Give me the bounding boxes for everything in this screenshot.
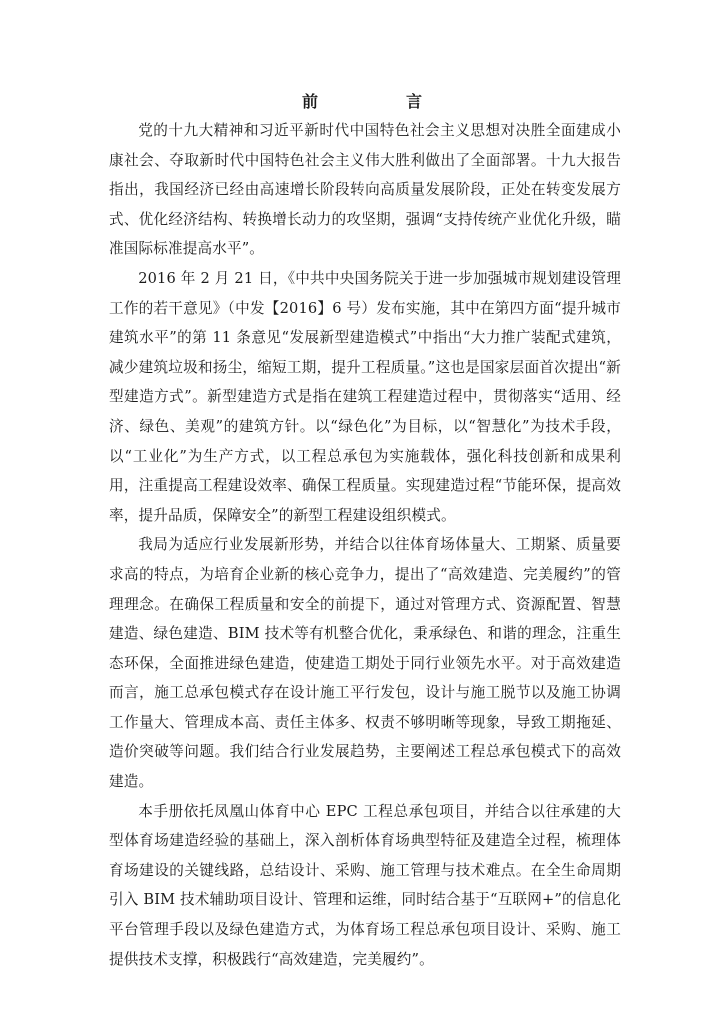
paragraph: 本手册依托凤凰山体育中心 EPC 工程总承包项目，并结合以往承建的大型体育场建造经验的基础上，深入剖析体育场典型特征及建造全过程，梳理体育场建设的关键线路，总结设计、采购、施工管理与技术难点。在全生命周期引入 BIM 技术辅助项目设计、管理和运维，同时结合基于“互联网+”的信息化平台管理手段以及绿色建造方式，为体育场工程总承包项目设计、采购、施工提供技术支撑，积极践行“高效建造，完美履约”。 [109, 802, 621, 968]
paragraph: 我局为适应行业发展新形势，并结合以往体育场体量大、工期紧、质量要求高的特点，为培育企业新的核心竞争力，提出了“高效建造、完美履约”的管理理念。在确保工程质量和安全的前提下，通过对管理方式、资源配置、智慧建造、绿色建造、BIM 技术等有机整合优化，秉承绿色、和谐的理念，注重生态环保，全面推进绿色建造，使建造工期处于同行业领先水平。对于高效建造而言，施工总承包模式存在设计施工平行发包，设计与施工脱节以及施工协调工作量大、管理成本高、责任主体多、权责不够明晰等现象，导致工期拖延、造价突破等问题。我们结合行业发展趋势，主要阐述工程总承包模式下的高效建造。 [109, 536, 621, 791]
paragraph: 2016 年 2 月 21 日，《中共中央国务院关于进一步加强城市规划建设管理工作的若干意见》（中发【2016】6 号）发布实施，其中在第四方面“提升城市建筑水平”的第 11 条意见“发展新型建造模式”中指出“大力推广装配式建筑，减少建筑垃圾和扬尘，缩短工期，提升工程质量。”这也是国家层面首次提出“新型建造方式”。新型建造方式是指在建筑工程建造过程中，贯彻落实“适用、经济、绿色、美观”的建筑方针。以“绿色化”为目标，以“智慧化”为技术手段，以“工业化”为生产方式，以工程总承包为实施载体，强化科技创新和成果利用，注重提高工程建设效率、确保工程质量。实现建造过程“节能环保，提高效率，提升品质，保障安全”的新型工程建设组织模式。 [109, 269, 621, 524]
document-body [109, 116, 621, 974]
page-title: 前 言 [301, 92, 458, 111]
paragraph: 党的十九大精神和习近平新时代中国特色社会主义思想对决胜全面建成小康社会、夺取新时代中国特色社会主义伟大胜利做出了全面部署。十九大报告指出，我国经济已经由高速增长阶段转向高质量发展阶段，正处在转变发展方式、优化经济结构、转换增长动力的攻坚期，强调“支持传统产业优化升级，瞄准国际标准提高水平”。 [109, 122, 621, 258]
